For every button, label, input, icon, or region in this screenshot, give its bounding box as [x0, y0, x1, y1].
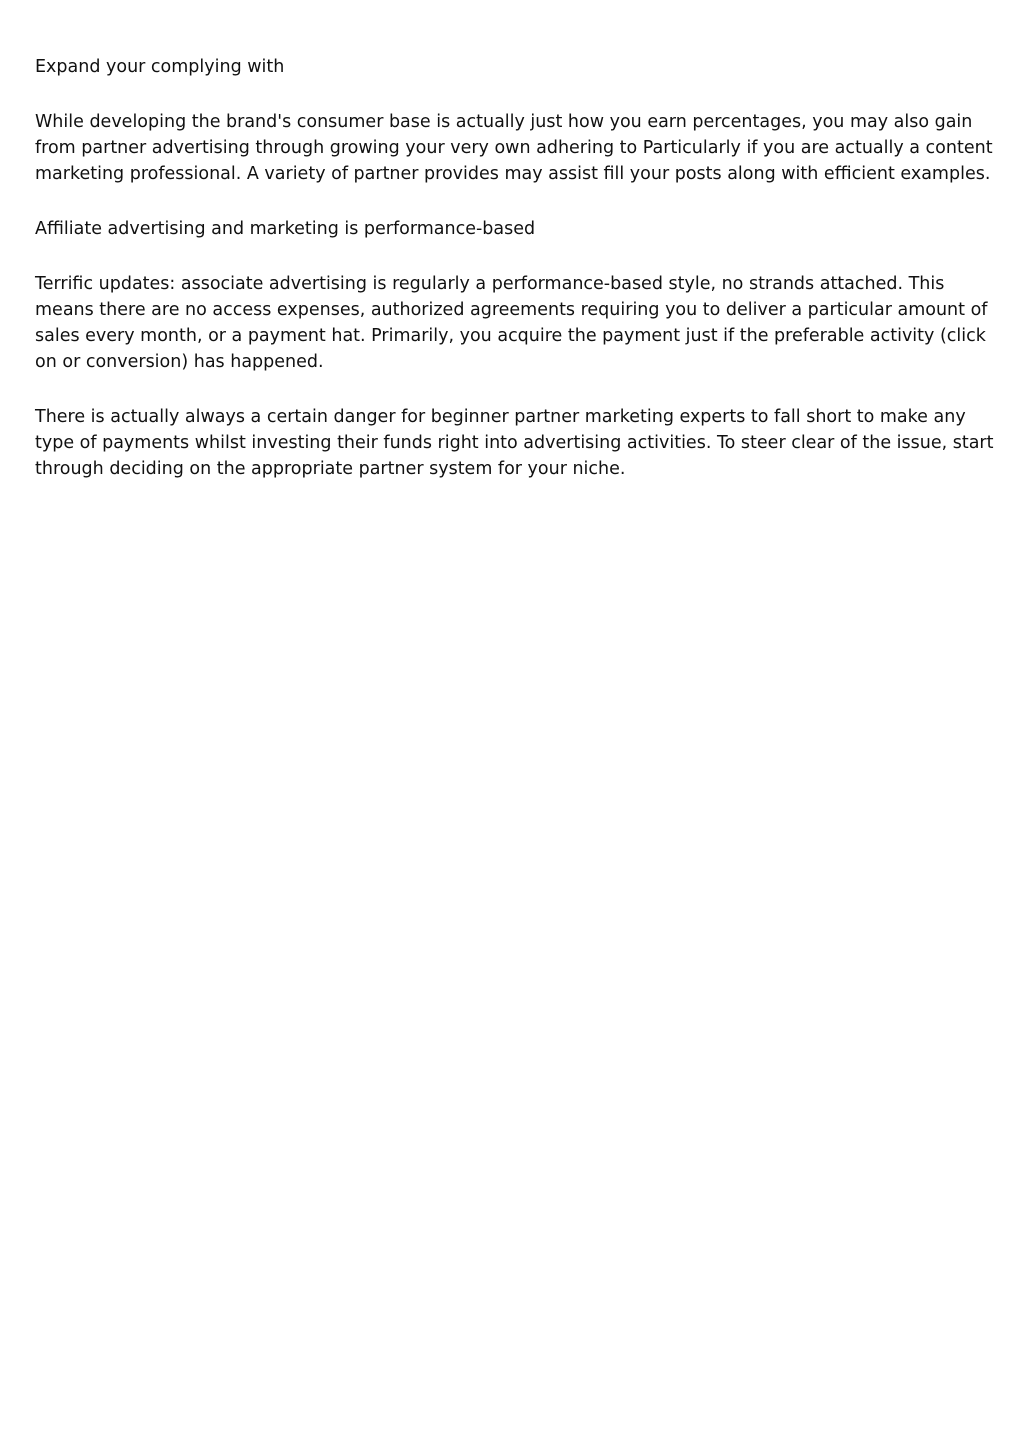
heading-expand-following: Expand your complying with [35, 57, 285, 77]
paragraph-beginner-danger: There is actually always a certain danger for beginner partner marketing experts to fall short to make any type of payments whilst investing their funds right into advertising activities. To steer clear of the issue, start through deciding on the appropriate partner system for your niche. [35, 407, 994, 479]
document-page [35, 54, 995, 511]
paragraph-consumer-base: While developing the brand's consumer base is actually just how you earn percentages, you may also gain from partner advertising through growing your very own adhering to Particularly if you are actually a content marketing professional. A variety of partner provides may assist fill your posts along with efficient examples. [35, 112, 993, 184]
paragraph-terrific-updates: Terrific updates: associate advertising is regularly a performance-based style, no strands attached. This means there are no access expenses, authorized agreements requiring you to deliver a particular amount of sales every month, or a payment hat. Primarily, you acquire the payment just if the preferable activity (click on or conversion) has happened. [35, 274, 988, 372]
heading-performance-based: Affiliate advertising and marketing is performance-based [35, 219, 536, 239]
